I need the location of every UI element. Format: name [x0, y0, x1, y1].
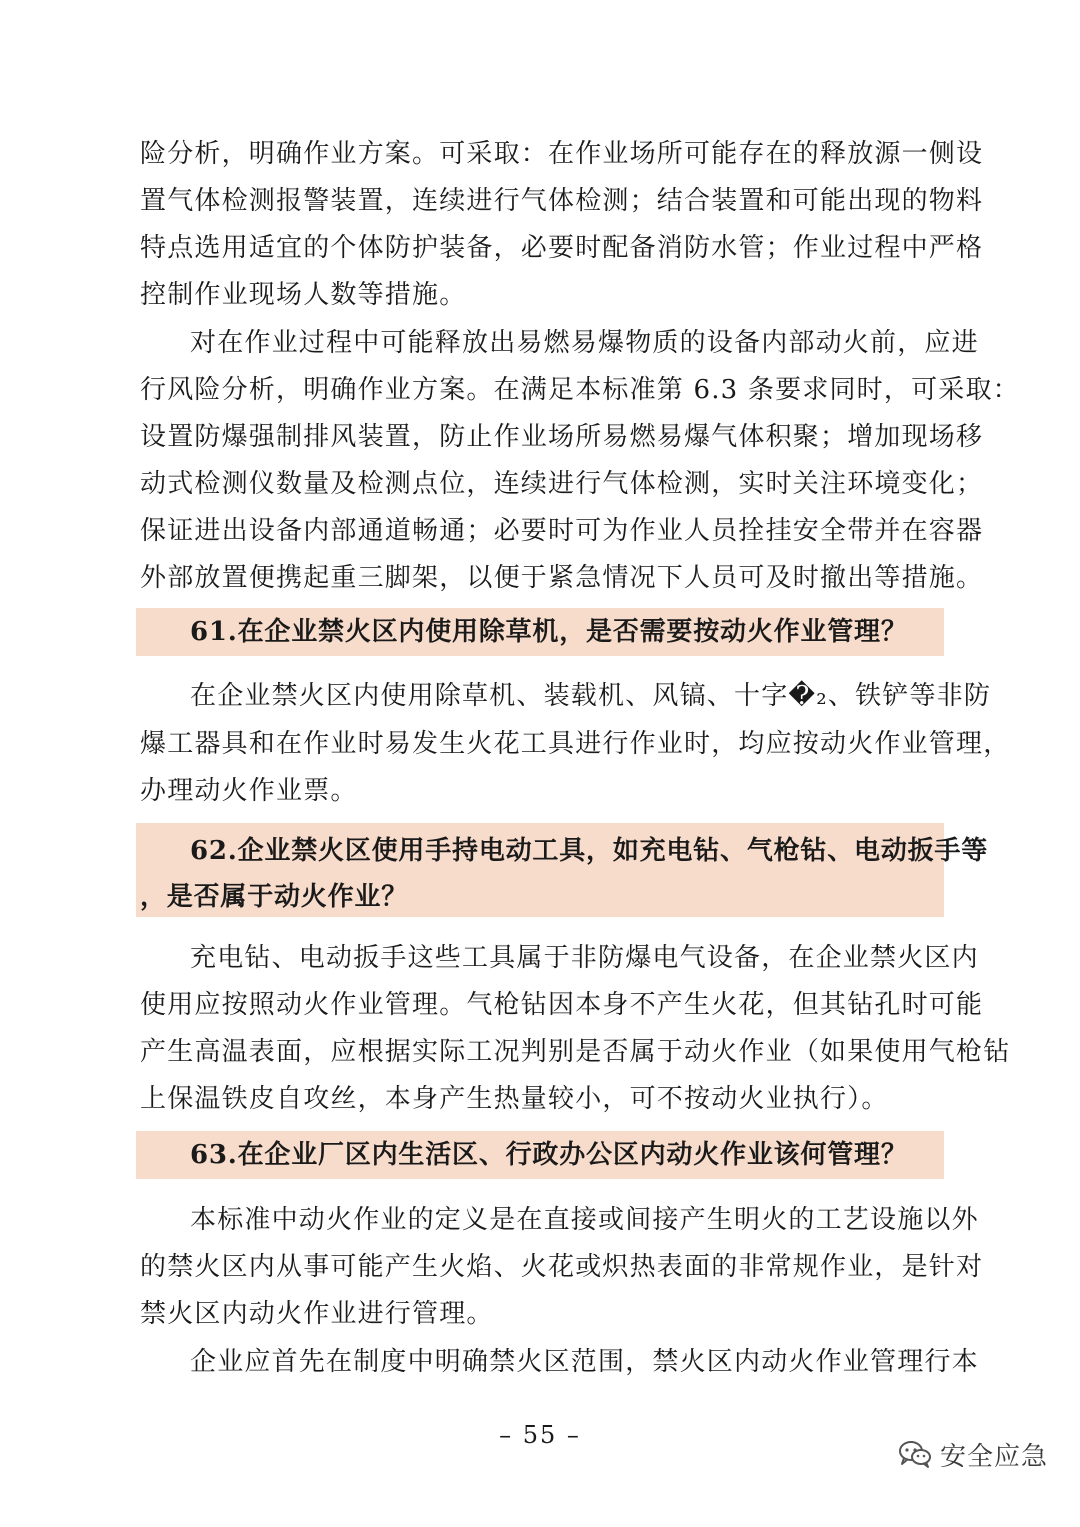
body-line: 险分析，明确作业方案。可采取：在作业场所可能存在的释放源一侧设 [140, 139, 984, 169]
body-line: 办理动火作业票。 [140, 776, 358, 806]
watermark [898, 1434, 1048, 1474]
body-line: 产生高温表面，应根据实际工况判别是否属于动火作业（如果使用气枪钻 [140, 1037, 1011, 1067]
body-line: 爆工器具和在作业时易发生火花工具进行作业时，均应按动火作业管理， [140, 729, 1011, 759]
watermark-text: 安全应急 [940, 1441, 1049, 1472]
question-62-heading-cont: ，是否属于动火作业？ [140, 882, 409, 912]
body-line: 对在作业过程中可能释放出易燃易爆物质的设备内部动火前，应进 [190, 328, 979, 358]
body-line: 动式检测仪数量及检测点位，连续进行气体检测，实时关注环境变化； [140, 469, 984, 499]
body-line: 使用应按照动火作业管理。气枪钻因本身不产生火花，但其钻孔时可能 [140, 990, 984, 1020]
body-line: 充电钻、电动扳手这些工具属于非防爆电气设备，在企业禁火区内 [190, 943, 979, 973]
body-line: 禁火区内动火作业进行管理。 [140, 1299, 494, 1329]
wechat-icon [898, 1439, 932, 1469]
body-line: 企业应首先在制度中明确禁火区范围，禁火区内动火作业管理行本 [190, 1347, 979, 1377]
body-line: 上保温铁皮自攻丝，本身产生热量较小，可不按动火业执行）。 [140, 1084, 889, 1114]
body-line: 设置防爆强制排风装置，防止作业场所易燃易爆气体积聚；增加现场移 [140, 422, 984, 452]
body-line: 的禁火区内从事可能产生火焰、火花或炽热表面的非常规作业，是针对 [140, 1252, 984, 1282]
body-line: 保证进出设备内部通道畅通；必要时可为作业人员拴挂安全带并在容器 [140, 516, 984, 546]
body-line: 在企业禁火区内使用除草机、装载机、风镐、十字�₂、铁铲等非防 [190, 681, 992, 711]
page-number: – 55 – [499, 1421, 581, 1449]
body-line: 本标准中动火作业的定义是在直接或间接产生明火的工艺设施以外 [190, 1205, 979, 1235]
question-61-heading: 61.在企业禁火区内使用除草机，是否需要按动火作业管理？ [190, 617, 908, 647]
body-line: 外部放置便携起重三脚架，以便于紧急情况下人员可及时撤出等措施。 [140, 563, 984, 593]
body-line: 置气体检测报警装置，连续进行气体检测；结合装置和可能出现的物料 [140, 186, 984, 216]
question-63-heading: 63.在企业厂区内生活区、行政办公区内动火作业该何管理？ [190, 1140, 908, 1170]
body-line: 控制作业现场人数等措施。 [140, 280, 467, 310]
body-line: 行风险分析，明确作业方案。在满足本标准第 6.3 条要求同时，可采取： [140, 375, 1020, 405]
body-line: 特点选用适宜的个体防护装备，必要时配备消防水管；作业过程中严格 [140, 233, 984, 263]
question-62-heading: 62.企业禁火区使用手持电动工具，如充电钻、气枪钻、电动扳手等 [190, 836, 989, 866]
